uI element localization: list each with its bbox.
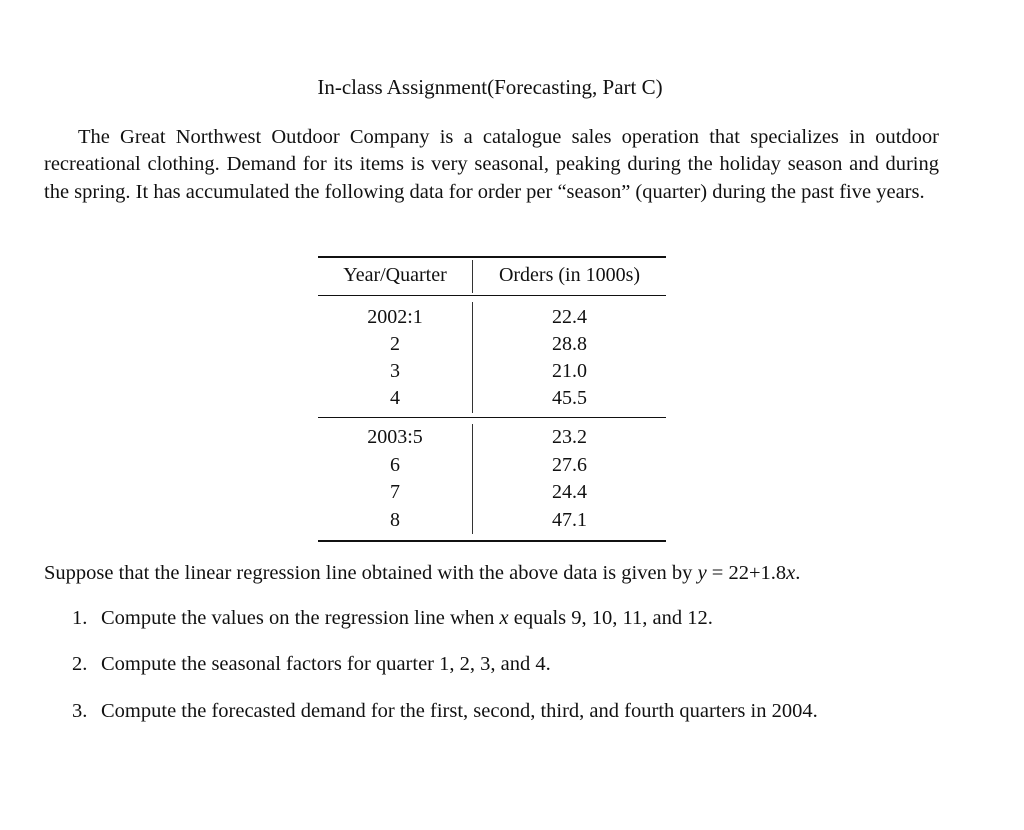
table-cell-orders: 21.0 [552,360,587,382]
page-title: In-class Assignment(Forecasting, Part C) [317,75,663,99]
question-number: 2. [72,653,88,675]
table-cell-period: 2002:1 [367,306,423,328]
table-cell-period: 3 [390,360,400,382]
table-header-rule [318,295,666,296]
intro-paragraph [44,124,939,206]
question-text [101,605,939,632]
table-cell-period: 2003:5 [367,426,423,448]
regression-suffix: . [795,562,801,584]
column-header-orders: Orders (in 1000s) [498,264,641,286]
table-cell-orders: 47.1 [552,509,587,531]
table-bottom-rule [318,540,666,542]
math-variable-x: x [786,562,796,584]
math-variable-y: y [697,562,707,584]
regression-prefix: Suppose that the linear regression line obtained with the above data is given by [44,562,698,584]
table-cell-orders: 24.4 [552,481,587,503]
table-cell-period: 2 [390,333,400,355]
table-cell-orders: 45.5 [552,387,587,409]
table-cell-period: 7 [390,481,400,503]
column-header-year-quarter: Year/Quarter [343,264,447,286]
math-variable-x: x [499,607,509,629]
question-text-suffix: equals 9, 10, 11, and 12. [508,607,713,629]
question-text: Compute the forecasted demand for the first, second, third, and fourth quarters in 2004. [101,700,818,722]
table-top-rule [318,256,666,258]
question-number: 1. [72,607,88,629]
question-number: 3. [72,700,88,722]
table-cell-period: 6 [390,454,400,476]
question-text-prefix: Compute the values on the regression line when [101,607,500,629]
table-cell-orders: 28.8 [552,333,587,355]
regression-sentence [44,560,944,587]
table-mid-rule [318,417,666,418]
question-text: Compute the seasonal factors for quarter 1, 2, 3, and 4. [101,653,551,675]
intro-text: The Great Northwest Outdoor Company is a catalogue sales operation that specializes in outdoor recreational clothing. Demand for its items is very seasonal, peaking during the holiday season and during the spring. It has accumulated the following data for order per “season” (quarter) during the past five years. [44,126,939,203]
table-cell-period: 8 [390,509,400,531]
table-cell-orders: 22.4 [552,306,587,328]
orders-table [318,256,666,542]
table-cell-orders: 27.6 [552,454,587,476]
regression-equation: = 22+1.8 [706,562,787,584]
table-cell-orders: 23.2 [552,426,587,448]
table-cell-period: 4 [390,387,400,409]
